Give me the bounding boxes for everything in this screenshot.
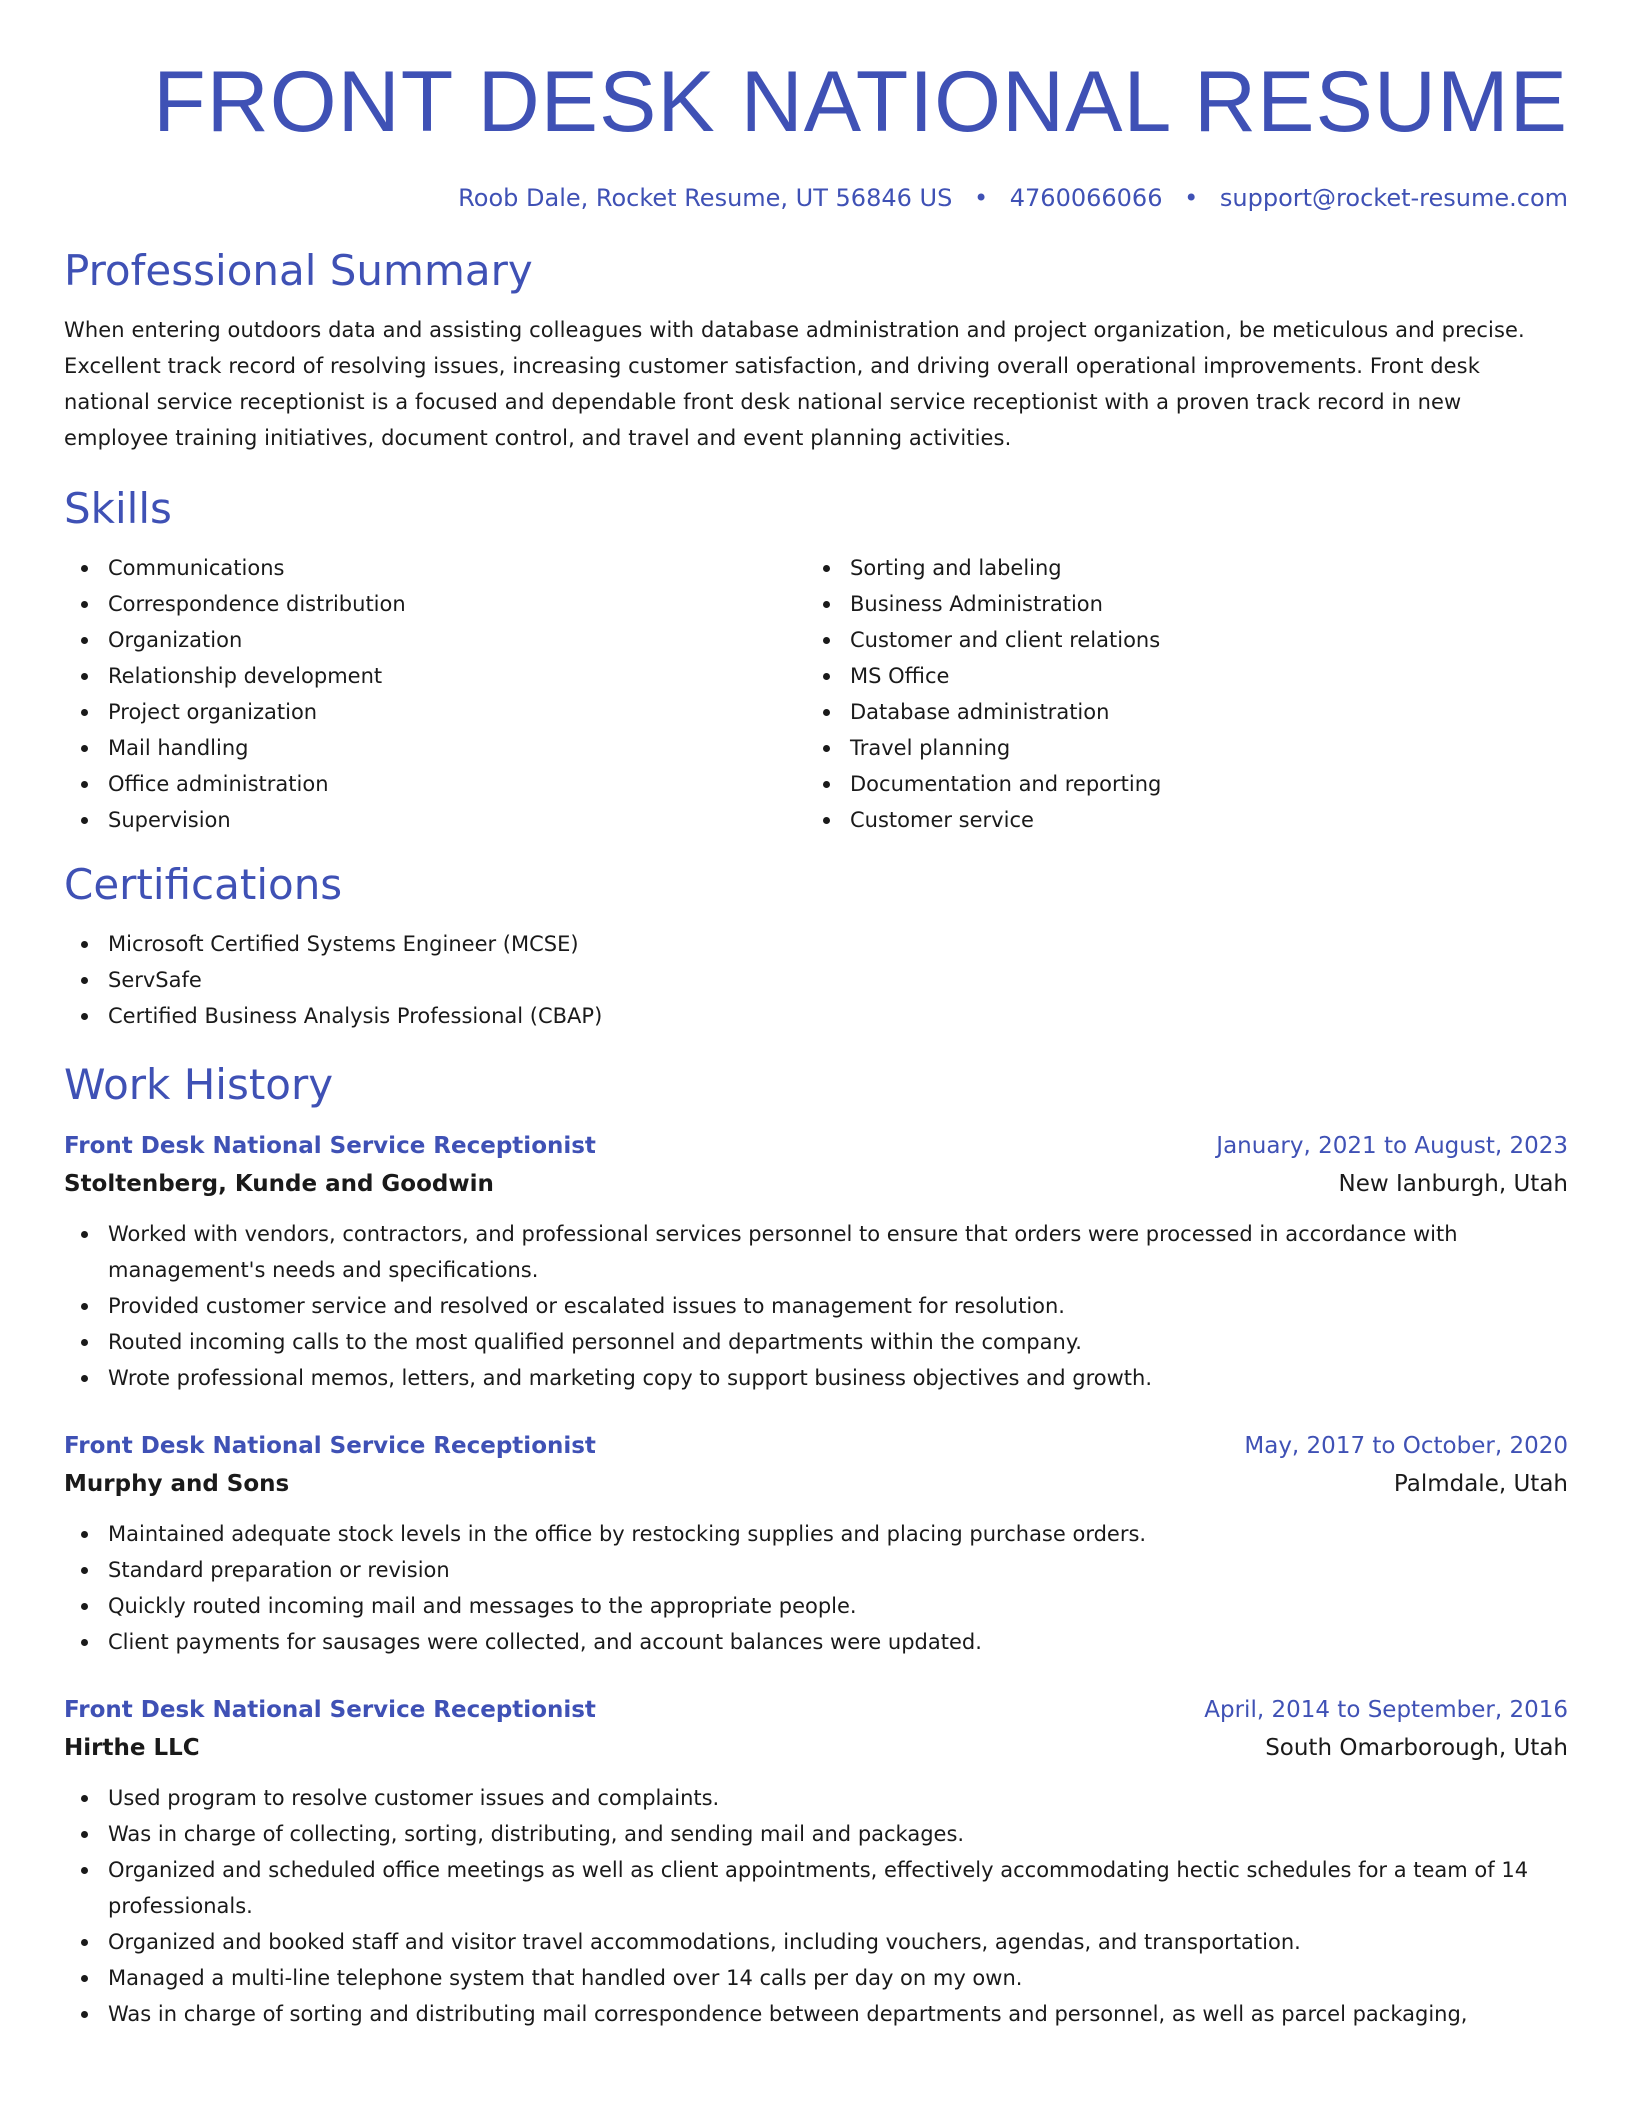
certification-item: Certified Business Analysis Professional (CBAP): [64, 998, 1568, 1034]
skill-item: Business Administration: [806, 586, 1548, 622]
skill-item: Documentation and reporting: [806, 766, 1548, 802]
job-company: Murphy and Sons: [64, 1471, 290, 1497]
skill-item: Travel planning: [806, 730, 1548, 766]
section-title-summary: Professional Summary: [64, 246, 533, 295]
contact-address: Roob Dale, Rocket Resume, UT 56846 US: [458, 184, 953, 212]
job-title: Front Desk National Service Receptionist: [64, 1433, 596, 1459]
section-title-work-history: Work History: [64, 1060, 334, 1109]
job-entry: [64, 1128, 1568, 1396]
job-bullet: Maintained adequate stock levels in the office by restocking supplies and placing purchase orders.: [64, 1516, 1568, 1552]
certification-item: Microsoft Certified Systems Engineer (MCSE): [64, 926, 1568, 962]
skill-item: Project organization: [64, 694, 806, 730]
skill-item: Correspondence distribution: [64, 586, 806, 622]
job-bullet: Managed a multi-line telephone system that handled over 14 calls per day on my own.: [64, 1960, 1568, 1996]
certification-item: ServSafe: [64, 962, 1568, 998]
skill-item: Organization: [64, 622, 806, 658]
job-bullet: Organized and booked staff and visitor travel accommodations, including vouchers, agendas, and transportation.: [64, 1924, 1568, 1960]
job-entry: [64, 1692, 1568, 2032]
skill-item: Mail handling: [64, 730, 806, 766]
resume-header: [64, 52, 1568, 214]
job-title-row: [64, 1692, 1568, 1728]
section-title-skills: Skills: [64, 484, 172, 533]
skill-item: Sorting and labeling: [806, 550, 1548, 586]
section-title-certifications: Certifications: [64, 860, 343, 909]
skills-section: [64, 482, 1568, 838]
skills-grid: [64, 550, 1568, 838]
certifications-section: [64, 858, 1568, 1034]
skill-item: Customer and client relations: [806, 622, 1548, 658]
summary-section: [64, 244, 1568, 456]
work-history-section: [64, 1058, 1568, 2032]
job-company: Hirthe LLC: [64, 1735, 200, 1761]
skill-item: Relationship development: [64, 658, 806, 694]
job-bullets: [64, 1516, 1568, 1660]
skill-item: Database administration: [806, 694, 1548, 730]
contact-phone[interactable]: 4760066066: [1009, 184, 1163, 212]
job-bullet: Client payments for sausages were collected, and account balances were updated.: [64, 1624, 1568, 1660]
job-bullet: Was in charge of sorting and distributing mail correspondence between departments and personnel, as well as parcel packaging,: [64, 1996, 1568, 2032]
job-bullet: Quickly routed incoming mail and messages to the appropriate people.: [64, 1588, 1568, 1624]
job-title-row: [64, 1428, 1568, 1464]
job-bullet: Was in charge of collecting, sorting, distributing, and sending mail and packages.: [64, 1816, 1568, 1852]
job-dates: January, 2021 to August, 2023: [1216, 1133, 1568, 1159]
contact-email[interactable]: support@rocket-resume.com: [1219, 184, 1568, 212]
job-bullet: Wrote professional memos, letters, and marketing copy to support business objectives and growth.: [64, 1360, 1568, 1396]
resume-name: FRONT DESK NATIONAL RESUME: [153, 54, 1568, 150]
job-company: Stoltenberg, Kunde and Goodwin: [64, 1171, 494, 1197]
job-title: Front Desk National Service Receptionist: [64, 1697, 596, 1723]
job-entry: [64, 1428, 1568, 1660]
job-company-row: [64, 1164, 1568, 1204]
job-company-row: [64, 1464, 1568, 1504]
job-bullets: [64, 1216, 1568, 1396]
job-bullet: Provided customer service and resolved or escalated issues to management for resolution.: [64, 1288, 1568, 1324]
summary-text: When entering outdoors data and assisting colleagues with database administration and project organization, be meticulous and precise. Excellent track record of resolving issues, increasing customer satisfaction, and driving overall operational improvements. Front desk national service receptionist is a focused and dependable front desk national service receptionist with a proven track record in new employee training initiatives, document control, and travel and event planning activities.: [64, 318, 1525, 450]
certifications-list: [64, 926, 1568, 1034]
skill-item: Office administration: [64, 766, 806, 802]
job-title-row: [64, 1128, 1568, 1164]
job-location: New Ianburgh, Utah: [1338, 1171, 1568, 1197]
job-bullet: Standard preparation or revision: [64, 1552, 1568, 1588]
skill-item: MS Office: [806, 658, 1548, 694]
skill-item: Supervision: [64, 802, 806, 838]
job-dates: May, 2017 to October, 2020: [1244, 1433, 1568, 1459]
contact-separator: •: [973, 184, 989, 212]
job-bullet: Worked with vendors, contractors, and professional services personnel to ensure that orders were processed in accordance with management's needs and specifications.: [64, 1216, 1568, 1288]
contact-line: [64, 182, 1568, 214]
job-bullets: [64, 1780, 1568, 2032]
job-dates: April, 2014 to September, 2016: [1204, 1697, 1568, 1723]
contact-separator: •: [1184, 184, 1199, 212]
job-company-row: [64, 1728, 1568, 1768]
job-bullet: Routed incoming calls to the most qualified personnel and departments within the company.: [64, 1324, 1568, 1360]
job-location: Palmdale, Utah: [1393, 1471, 1568, 1497]
job-bullet: Used program to resolve customer issues and complaints.: [64, 1780, 1568, 1816]
job-location: South Omarborough, Utah: [1265, 1735, 1568, 1761]
job-title: Front Desk National Service Receptionist: [64, 1133, 596, 1159]
job-bullet: Organized and scheduled office meetings as well as client appointments, effectively accommodating hectic schedules for a team of 14 professionals.: [64, 1852, 1568, 1924]
skills-column-left: [64, 550, 806, 838]
skills-column-right: [806, 550, 1548, 838]
skill-item: Customer service: [806, 802, 1548, 838]
skill-item: Communications: [64, 550, 806, 586]
